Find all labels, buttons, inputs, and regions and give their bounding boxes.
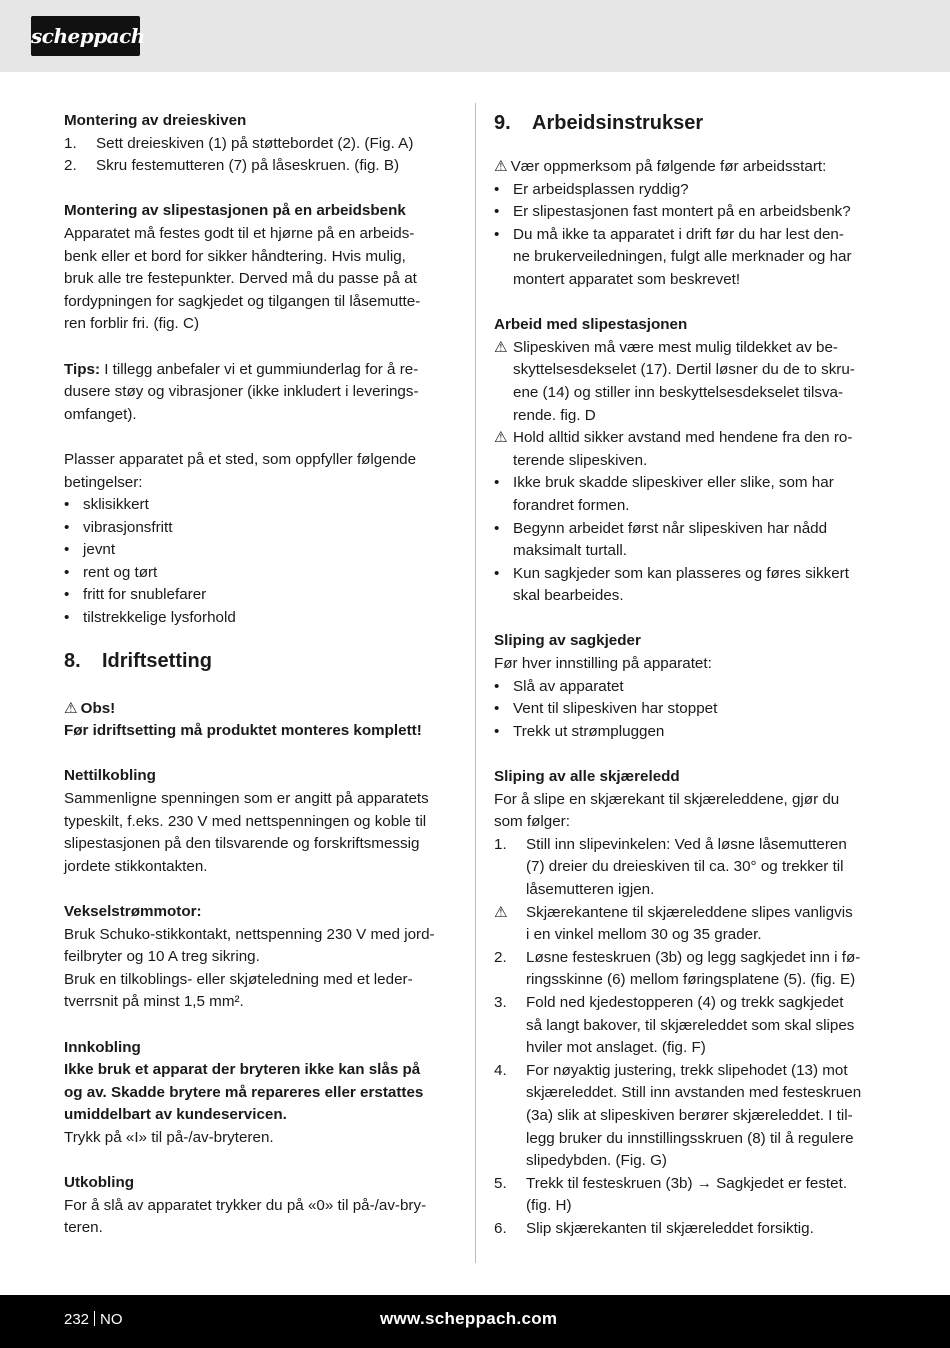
text-line: fordypningen for sagkjedet og tilgangen til låsemutte-	[64, 292, 421, 310]
item-number: 2.	[64, 157, 77, 175]
bullet-text: maksimalt turtall.	[513, 542, 627, 560]
bullet-text: jevnt	[83, 541, 116, 559]
tips-label: Tips:	[64, 360, 101, 378]
bullet-item: • Begynn arbeidet først når slipeskiven har nådd maksimalt turtall.	[494, 519, 828, 560]
text-line: omfanget).	[64, 405, 137, 423]
item-text: Still inn slipevinkelen: Ved å løsne låsemutteren	[526, 835, 847, 853]
item-text: (3a) slik at slipeskiven berører skjæreleddet. I til-	[526, 1106, 853, 1124]
item-text: ringsskinne (6) mellom føringsplatene (5). (fig. E)	[526, 971, 856, 989]
text-line: betingelser:	[64, 473, 143, 491]
item-text: Fold ned kjedestopperen (4) og trekk sagkjedet	[526, 993, 844, 1011]
warning-item	[494, 427, 886, 472]
column-divider	[475, 103, 476, 1263]
language-code: NO	[100, 1311, 123, 1328]
item-text: rende. fig. D	[513, 406, 596, 424]
heading-sliping-alle-skjaereledd: Sliping av alle skjæreledd	[494, 768, 680, 786]
text-line: som følger:	[494, 813, 570, 831]
text-line: For å slipe en skjærekant til skjæreleddene, gjør du	[494, 790, 840, 808]
heading-vekselstrommotor: Vekselstrømmotor:	[64, 903, 202, 920]
bullet-text: Kun sagkjeder som kan plasseres og føres sikkert	[513, 564, 849, 582]
item-text: låsemutteren igjen.	[526, 881, 655, 898]
logo-text: scheppach	[31, 24, 145, 48]
item-text: så langt bakover, til skjæreleddet som skal slipes	[526, 1016, 855, 1034]
bullet-text: Du må ikke ta apparatet i drift før du har lest den-	[513, 225, 844, 243]
text-line: Ikke bruk et apparat der bryteren ikke kan slås på	[64, 1061, 421, 1079]
item-text: For nøyaktig justering, trekk slipehodet (13) mot	[526, 1061, 848, 1079]
bullet-text: sklisikkert	[83, 496, 149, 514]
heading-sliping-sagkjeder: Sliping av sagkjeder	[494, 632, 641, 650]
bullet-text: Ikke bruk skadde slipeskiver eller slike, som har	[513, 474, 834, 492]
bullet-text: rent og tørt	[83, 563, 158, 581]
bullet-text: fritt for snublefarer	[83, 586, 207, 604]
item-text: Slip skjærekanten til skjæreleddet forsiktig.	[526, 1219, 814, 1237]
step-item	[494, 1060, 886, 1173]
bullet-item: • tilstrekkelige lysforhold	[64, 609, 236, 627]
obs-label: Obs!	[80, 699, 116, 717]
text-line: typeskilt, f.eks. 230 V med nettspenningen og koble til	[64, 812, 427, 830]
bullet-text: tilstrekkelige lysforhold	[83, 609, 236, 627]
bullet-text: montert apparatet som beskrevet!	[513, 270, 741, 288]
right-column	[494, 110, 886, 1241]
bullet-item: • Er slipestasjonen fast montert på en arbeidsbenk?	[494, 203, 851, 221]
item-number: 1.	[64, 134, 77, 152]
bullet-item: • rent og tørt	[64, 563, 158, 581]
step-number: 2.	[494, 948, 507, 966]
bullet-text: Vent til slipeskiven har stoppet	[513, 700, 718, 718]
text-line: jordete stikkontakten.	[64, 857, 208, 875]
text-line: Plasser apparatet på et sted, som oppfyller følgende	[64, 450, 417, 468]
heading-utkobling: Utkobling	[64, 1174, 135, 1192]
warning-icon: ⚠	[494, 338, 508, 356]
text-line: og av. Skadde brytere må repareres eller erstattes	[64, 1083, 424, 1101]
item-text: Hold alltid sikker avstand med hendene fra den ro-	[513, 429, 853, 447]
item-text: (fig. H)	[526, 1197, 572, 1215]
page-number	[64, 1309, 123, 1331]
item-text: skyttelsesdekselet (17). Dertil løsner du de to skru-	[513, 361, 855, 379]
left-column	[64, 110, 456, 1240]
heading-montering-dreieskiven: Montering av dreieskiven	[64, 112, 247, 129]
bullet-text: Begynn arbeidet først når slipeskiven har nådd	[513, 519, 828, 537]
bullet-item: • Er arbeidsplassen ryddig?	[494, 180, 689, 198]
item-text: Slipeskiven må være mest mulig tildekket av be-	[513, 338, 838, 356]
item-text: legg bruker du innstillingsskruen (8) til å regulere	[526, 1129, 854, 1147]
step-item	[494, 947, 886, 992]
item-text: Skjærekantene til skjæreleddene slipes vanligvis	[526, 903, 853, 921]
section-title: Arbeidsinstrukser	[532, 112, 704, 134]
section-title: Idriftsetting	[102, 649, 212, 672]
page-footer	[0, 1295, 950, 1348]
step-item	[494, 1218, 886, 1241]
page-number-value: 232	[64, 1311, 90, 1328]
heading-montering-arbeidsbenk: Montering av slipestasjonen på en arbeidsbenk	[64, 202, 406, 220]
item-text: skjæreleddet. Still inn avstanden med festeskruen	[526, 1084, 862, 1102]
section-number: 8.	[64, 649, 81, 672]
text-line: teren.	[64, 1219, 103, 1237]
bullet-text: ne brukerveiledningen, fulgt alle merknader og har	[513, 248, 852, 266]
text-line: Bruk Schuko-stikkontakt, nettspenning 230 V med jord-	[64, 925, 435, 943]
website-link[interactable]: www.scheppach.com	[380, 1309, 558, 1328]
text-line: benk eller et bord for sikker håndtering. Hvis mulig,	[64, 247, 406, 265]
item-text: ene (14) og stiller inn beskyttelsesdekselet tilsva-	[513, 383, 844, 401]
step-item	[494, 834, 886, 902]
section-heading-8	[64, 648, 456, 674]
item-text: (7) dreier du dreieskiven til ca. 30° og trekker til	[526, 858, 844, 876]
section-number: 9.	[494, 112, 511, 134]
text-line: feilbryter og 10 A treg sikring.	[64, 948, 260, 966]
item-text: terende slipeskiven.	[513, 451, 648, 469]
item-text: Trekk til festeskruen (3b) → Sagkjedet er festet.	[526, 1174, 848, 1192]
list-item	[64, 155, 456, 178]
text-line: tverrsnit på minst 1,5 mm².	[64, 993, 244, 1011]
tips-paragraph	[64, 359, 456, 382]
bullet-item: • vibrasjonsfritt	[64, 518, 173, 536]
item-text: Sett dreieskiven (1) på støttebordet (2). (Fig. A)	[96, 134, 414, 152]
heading-arbeid-slipestasjonen: Arbeid med slipestasjonen	[494, 316, 688, 334]
bullet-text: Slå av apparatet	[513, 677, 624, 695]
bullet-text: Er arbeidsplassen ryddig?	[513, 180, 689, 198]
item-text: slipedybden. (Fig. G)	[526, 1152, 667, 1170]
step-item	[494, 992, 886, 1060]
text-line: I tillegg anbefaler vi et gummiunderlag for å re-	[100, 360, 419, 378]
text-line: Før hver innstilling på apparatet:	[494, 655, 712, 673]
warning-item	[494, 902, 886, 947]
text-line: bruk alle tre festepunkter. Derved må du passe på at	[64, 270, 417, 288]
step-number: 5.	[494, 1174, 507, 1192]
scheppach-logo	[31, 16, 145, 56]
intro-line	[494, 156, 886, 179]
bullet-item: • Kun sagkjeder som kan plasseres og føres sikkert skal bearbeides.	[494, 564, 849, 605]
text-line: Trykk på «I» til på-/av-bryteren.	[64, 1128, 274, 1146]
warning-item	[494, 337, 886, 427]
step-number: 3.	[494, 993, 507, 1011]
warning-icon: ⚠	[494, 903, 508, 921]
bullet-text: forandret formen.	[513, 496, 630, 514]
text-line: slipestasjonen på den tilsvarende og forskriftsmessig	[64, 835, 420, 853]
text-line: Sammenligne spenningen som er angitt på apparatets	[64, 790, 429, 808]
bullet-item: • fritt for snublefarer	[64, 586, 207, 604]
warning-icon: ⚠	[494, 429, 508, 447]
warning-icon: ⚠	[494, 158, 508, 175]
bullet-item: • Du må ikke ta apparatet i drift før du har lest den- ne brukerveiledningen, fulgt alle merknader og har montert apparatet som beskrevet!	[494, 225, 852, 288]
bullet-text: Trekk ut strømpluggen	[513, 722, 665, 740]
text-line: umiddelbart av kundeservicen.	[64, 1106, 287, 1124]
bullet-item: • Slå av apparatet	[494, 677, 624, 695]
obs-text: Før idriftsetting må produktet monteres komplett!	[64, 722, 422, 740]
list-item	[64, 133, 456, 156]
item-text: Løsne festeskruen (3b) og legg sagkjedet inn i fø-	[526, 948, 861, 966]
warning-icon: ⚠	[64, 699, 78, 717]
text-line: ren forblir fri. (fig. C)	[64, 315, 200, 333]
page-header	[0, 0, 950, 72]
obs-notice	[64, 698, 456, 721]
step-number: 4.	[494, 1061, 507, 1079]
text-line: Apparatet må festes godt til et hjørne på en arbeids-	[64, 224, 415, 242]
bullet-item: • Vent til slipeskiven har stoppet	[494, 700, 718, 718]
item-text: hviler mot anslaget. (fig. F)	[526, 1039, 706, 1057]
intro-text: Vær oppmerksom på følgende før arbeidsstart:	[510, 158, 827, 175]
bullet-text: vibrasjonsfritt	[83, 518, 173, 536]
bullet-item: • jevnt	[64, 541, 116, 559]
heading-nettilkobling: Nettilkobling	[64, 767, 156, 785]
bullet-text: Er slipestasjonen fast montert på en arbeidsbenk?	[513, 203, 851, 221]
bullet-item: • Trekk ut strømpluggen	[494, 722, 665, 740]
step-number: 1.	[494, 835, 507, 853]
section-heading-9	[494, 110, 886, 136]
bullet-item: • Ikke bruk skadde slipeskiver eller slike, som har forandret formen.	[494, 474, 834, 514]
item-text: Skru festemutteren (7) på låseskruen. (fig. B)	[96, 157, 400, 175]
text-line: Bruk en tilkoblings- eller skjøteledning med et leder-	[64, 970, 413, 988]
text-line: For å slå av apparatet trykker du på «0» til på-/av-bry-	[64, 1196, 427, 1214]
step-number: 6.	[494, 1219, 507, 1237]
bullet-text: skal bearbeides.	[513, 587, 624, 605]
heading-innkobling: Innkobling	[64, 1038, 141, 1056]
step-item	[494, 1173, 886, 1218]
bullet-item: • sklisikkert	[64, 496, 149, 514]
text-line: dusere støy og vibrasjoner (ikke inkludert i leverings-	[64, 383, 419, 401]
item-text: i en vinkel mellom 30 og 35 grader.	[526, 926, 762, 944]
